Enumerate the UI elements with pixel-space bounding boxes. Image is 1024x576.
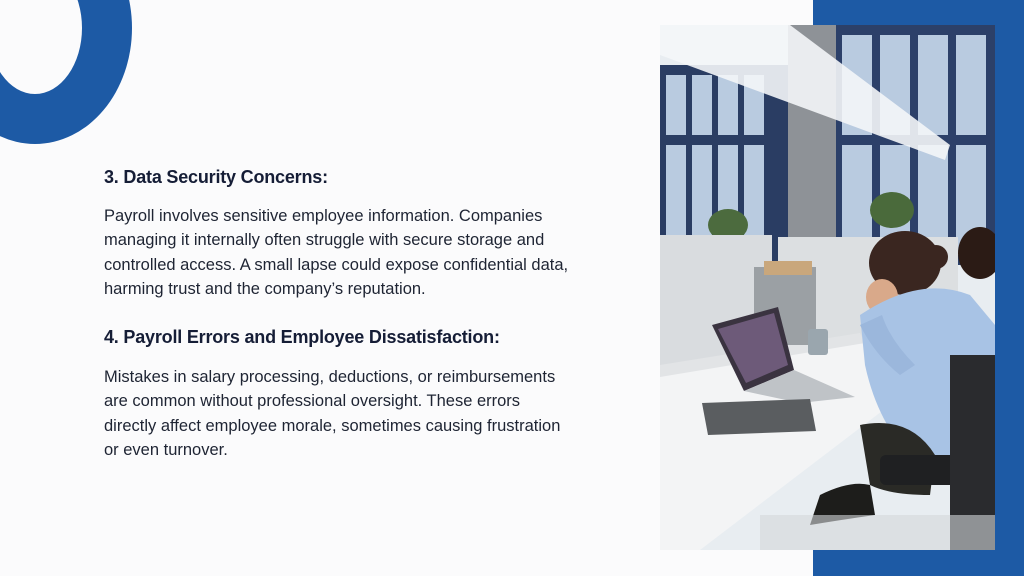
section-body-data-security: Payroll involves sensitive employee information. Companies managing it internally often struggle with secure storage and controlled access. A small lapse could expose confidential data, harming trust and the company’s reputation. <box>104 207 569 298</box>
text-content <box>104 164 574 462</box>
section-heading-payroll-errors: 4. Payroll Errors and Employee Dissatisfaction: <box>104 327 500 348</box>
decorative-ring <box>0 0 132 144</box>
office-worker-photo <box>660 25 995 550</box>
section-heading-data-security: 3. Data Security Concerns: <box>104 167 328 187</box>
section-body-payroll-errors: Mistakes in salary processing, deductions, or reimbursements are common without professional oversight. These errors directly affect employee morale, sometimes causing frustration or even turnover. <box>104 368 561 460</box>
